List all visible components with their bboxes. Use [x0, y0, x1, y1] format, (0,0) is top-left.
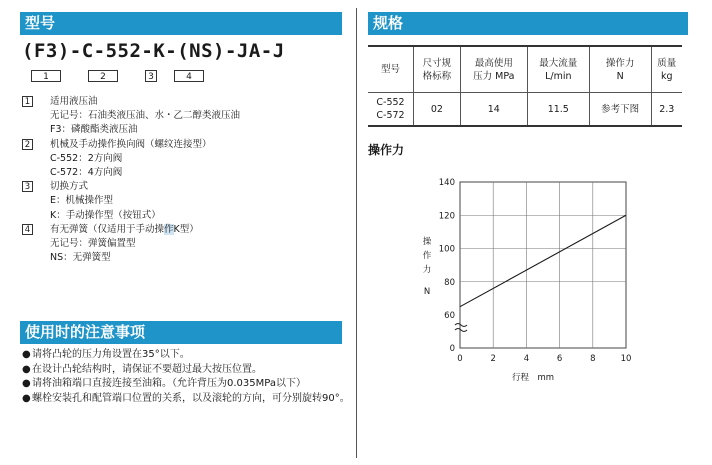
axis-break-mark	[455, 329, 467, 332]
col-header-mass: 质量 kg	[651, 46, 682, 93]
note-text: 螺栓安装孔和配管端口位置的关系，以及滚轮的方向，可分别旋转90°。	[32, 392, 350, 404]
note-item	[22, 377, 352, 392]
item-detail: NS：无弹簧型	[50, 252, 111, 264]
item-detail: C-572：4方向阀	[50, 166, 123, 178]
item-detail: C-552：2方向阀	[50, 152, 123, 164]
model-code: (F3)-C-552-K-(NS)-JA-J	[22, 40, 285, 62]
y-axis-label-char: 力	[422, 265, 432, 275]
y-tick-label: 80	[444, 277, 455, 288]
y-origin-label: 0	[449, 344, 455, 354]
x-tick-label: 4	[523, 354, 530, 364]
note-item	[22, 392, 352, 407]
code-marker-2: 2	[88, 70, 118, 82]
note-text: 在设计凸轮结构时，请保证不要超过最大按压位置。	[32, 363, 262, 375]
item-detail: 无记号：弹簧偏置型	[50, 237, 136, 249]
series-line	[460, 215, 626, 306]
bullet-icon: ●	[22, 378, 31, 389]
col-header-pressure: 最高使用 压力 MPa	[460, 46, 527, 93]
cell-size: 02	[413, 93, 460, 127]
bullet-icon: ●	[22, 363, 31, 375]
right-section-header	[368, 12, 688, 35]
code-marker-4: 4	[174, 70, 204, 82]
plot-frame	[460, 182, 626, 348]
right-section-title: 规格	[373, 14, 404, 32]
bullet-icon: ●	[22, 392, 31, 404]
item-title: 切换方式	[50, 181, 89, 193]
item-title: 机械及手动操作换向阀（螺纹连接型）	[50, 138, 212, 150]
note-item	[22, 348, 352, 363]
y-tick-label: 120	[438, 211, 455, 222]
x-tick-label: 10	[620, 354, 632, 364]
col-header-flow: 最大流量 L/min	[527, 46, 589, 93]
spec-table	[368, 45, 682, 127]
item-title-part: K型）	[173, 223, 199, 235]
notes-section-header	[20, 321, 342, 344]
note-text: 请将油箱端口直接连接至油箱。（允许背压为0.035MPa以下）	[32, 378, 306, 389]
y-axis-label-char: 作	[422, 251, 432, 261]
col-header-size: 尺寸规 格标称	[413, 46, 460, 93]
item-detail: E：机械操作型	[50, 195, 114, 207]
col-header-model: 型号	[368, 46, 413, 93]
item-title: 适用液压油	[50, 96, 98, 107]
item-detail: F3：磷酸酯类液压油	[50, 124, 138, 136]
x-tick-label: 6	[556, 354, 563, 364]
code-marker-1: 1	[31, 70, 61, 82]
note-item	[22, 363, 352, 378]
item-number: 1	[22, 96, 33, 107]
y-axis-unit: N	[423, 287, 431, 297]
x-tick-label: 8	[590, 354, 596, 364]
cell-mass: 2.3	[651, 93, 682, 127]
bullet-icon: ●	[22, 349, 31, 360]
item-title	[50, 223, 199, 237]
item-detail: K：手动操作型（按钮式）	[50, 209, 161, 221]
note-text: 请将凸轮的压力角设置在35°以下。	[32, 349, 190, 360]
cell-pressure: 14	[460, 93, 527, 127]
operating-force-chart	[410, 170, 650, 385]
table-header-row	[368, 46, 682, 93]
cell-flow: 11.5	[527, 93, 589, 127]
item-detail: 无记号：石油类液压油、水・乙二醇类液压油	[50, 110, 241, 122]
left-section-title: 型号	[25, 14, 56, 32]
x-tick-label: 2	[490, 354, 496, 364]
left-section-header	[20, 12, 342, 35]
notes-section-title: 使用时的注意事项	[25, 323, 146, 341]
item-number: 2	[22, 139, 33, 150]
y-axis-label-char: 操	[422, 237, 432, 247]
y-tick-label: 140	[438, 178, 455, 188]
x-tick-label: 0	[457, 354, 463, 364]
chart-section-title: 操作力	[368, 143, 405, 157]
y-tick-label: 100	[438, 244, 455, 255]
notes-list	[22, 348, 352, 406]
column-divider	[356, 8, 357, 458]
x-axis-label: 行程 mm	[511, 373, 555, 383]
item-number: 4	[22, 224, 33, 235]
cell-force: 参考下图	[589, 93, 651, 127]
y-tick-label: 60	[444, 311, 455, 321]
col-header-force: 操作力 N	[589, 46, 651, 93]
code-marker-3: 3	[145, 70, 157, 82]
axis-break-mark	[455, 324, 467, 327]
item-title-part: 有无弹簧（仅适用于手动操	[50, 223, 165, 235]
table-row	[368, 93, 682, 127]
cell-model: C-552 C-572	[368, 93, 413, 127]
highlighted-char: 作	[164, 223, 174, 235]
item-number: 3	[22, 181, 33, 192]
